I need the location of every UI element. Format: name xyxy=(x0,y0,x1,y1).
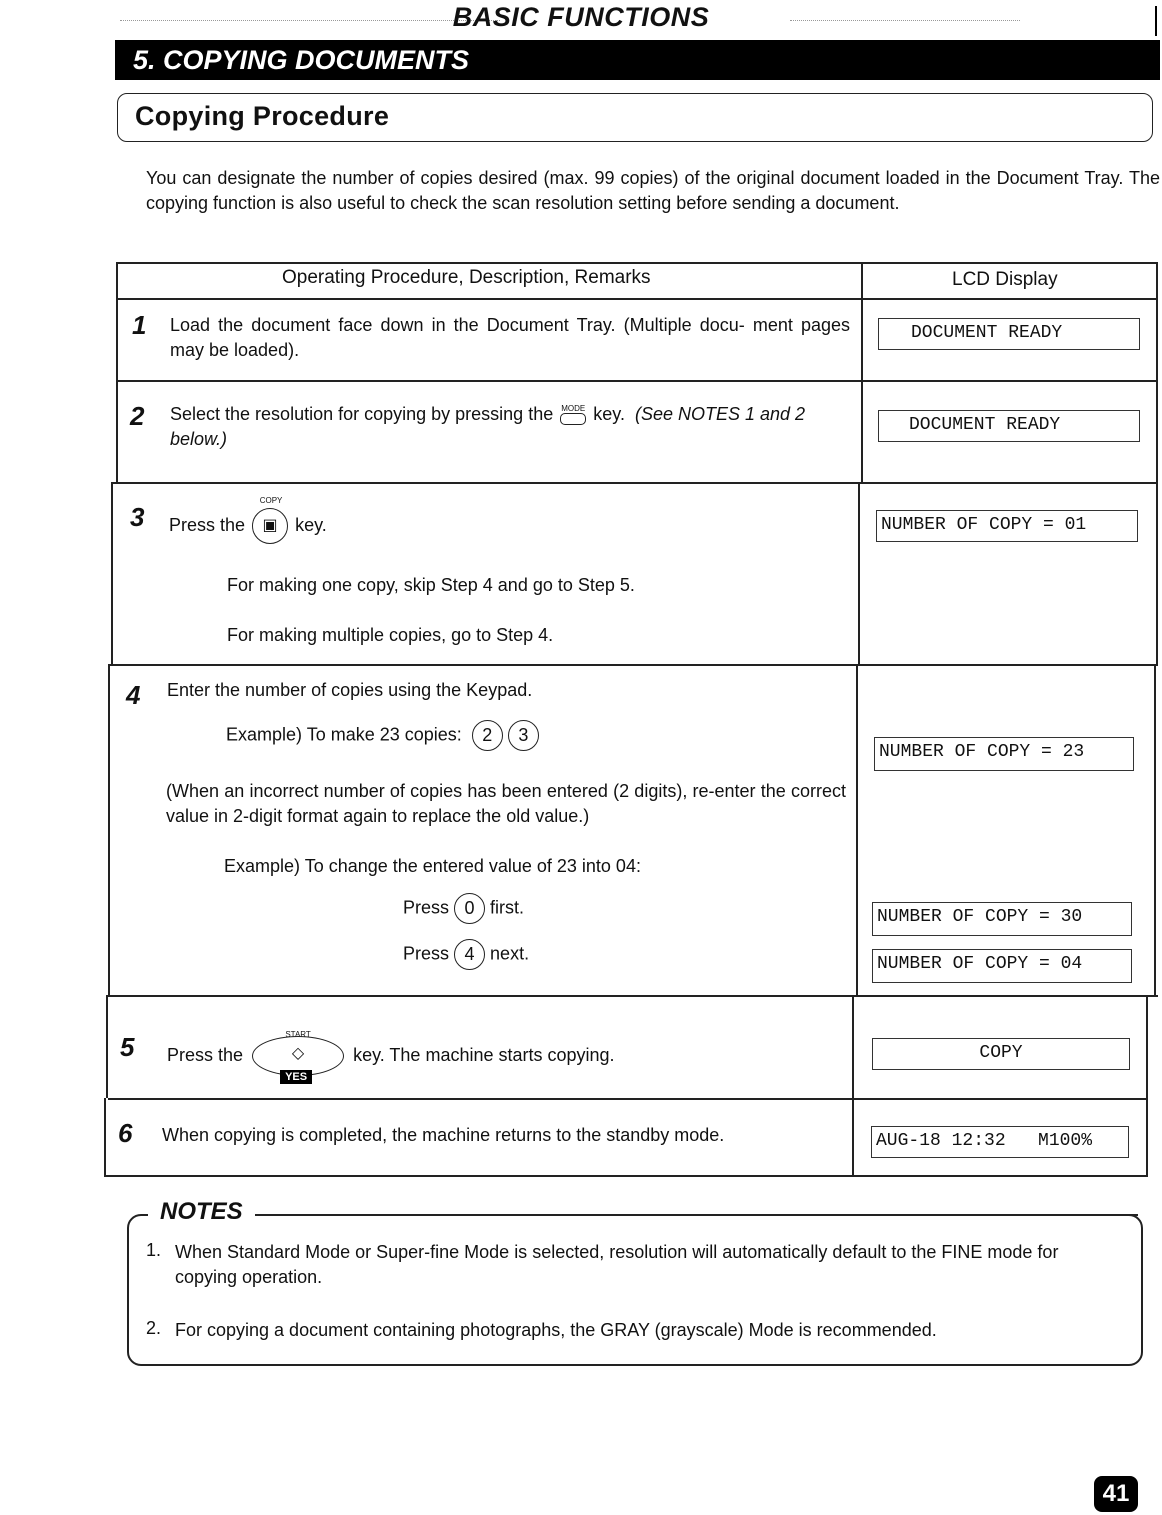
notes-rule xyxy=(288,1214,1138,1216)
step-4-example-1 xyxy=(226,720,539,751)
lcd-display: NUMBER OF COPY = 23 xyxy=(874,737,1134,771)
section-title: 5. COPYING DOCUMENTS xyxy=(115,40,1160,80)
step-number: 6 xyxy=(118,1118,133,1148)
lcd-display: DOCUMENT READY xyxy=(878,318,1140,350)
mode-key-icon xyxy=(560,405,586,425)
yes-key-label: YES xyxy=(280,1070,312,1084)
step-number: 2 xyxy=(130,401,145,431)
start-key-icon: START ◇ YES xyxy=(250,1036,346,1076)
note-number: 1. xyxy=(146,1240,162,1260)
step-5-text-b: key. The machine starts copying. xyxy=(353,1044,615,1065)
lcd-display: NUMBER OF COPY = 30 xyxy=(872,902,1132,936)
key-2-icon: 2 xyxy=(472,720,503,751)
margin-mark xyxy=(1155,6,1157,36)
key-3-icon: 3 xyxy=(508,720,539,751)
step-5-text xyxy=(167,1030,787,1083)
procedure-table xyxy=(108,262,1158,1176)
column-header-lcd: LCD Display xyxy=(952,269,1058,290)
step-2-text-a: Select the resolution for copying by pressing the xyxy=(170,404,554,424)
step-3-line-1: For making one copy, skip Step 4 and go to Step 5. xyxy=(227,575,635,595)
note-item: For copying a document containing photographs, the GRAY (grayscale) Mode is recommended. xyxy=(175,1320,937,1340)
lcd-display: AUG-18 12:32 M100% xyxy=(871,1126,1129,1158)
step-5-text-a: Press the xyxy=(167,1044,244,1065)
subsection-title: Copying Procedure xyxy=(135,101,390,131)
lcd-display: NUMBER OF COPY = 01 xyxy=(876,510,1138,542)
intro-paragraph: You can designate the number of copies desired (max. 99 copies) of the original document loaded in the Document Tray. The copying function is also useful to check the scan resolution setting before sending a document. xyxy=(146,168,1160,213)
press-word: Press xyxy=(403,897,450,918)
step-number: 4 xyxy=(126,680,141,710)
step-2-text-b: key. xyxy=(593,404,625,424)
copy-key-icon: COPY ▣ xyxy=(252,508,288,544)
lcd-display: NUMBER OF COPY = 04 xyxy=(872,949,1132,983)
step-1-text: Load the document face down in the Document Tray. (Multiple docu- ment pages may be loaded). xyxy=(170,315,850,360)
lcd-display: COPY xyxy=(872,1038,1130,1070)
notes-title: NOTES xyxy=(148,1198,255,1226)
step-number: 5 xyxy=(120,1032,135,1062)
running-title: BASIC FUNCTIONS xyxy=(452,2,710,32)
column-header-procedure: Operating Procedure, Description, Remarks xyxy=(282,267,651,288)
key-0-icon: 0 xyxy=(454,893,485,924)
note-number: 2. xyxy=(146,1318,162,1338)
step-2-text xyxy=(170,402,850,452)
step-number: 3 xyxy=(130,502,145,532)
next-word: next. xyxy=(490,943,530,964)
page-number: 41 xyxy=(1094,1476,1138,1512)
press-word: Press xyxy=(403,943,450,964)
mode-key-label: MODE xyxy=(561,404,586,414)
step-3-line-2: For making multiple copies, go to Step 4. xyxy=(227,625,554,645)
notes-box xyxy=(127,1214,1143,1366)
key-4-icon: 4 xyxy=(454,939,485,970)
step-4-text: Enter the number of copies using the Keypad. xyxy=(167,680,533,700)
step-4-example-1-text: Example) To make 23 copies: xyxy=(226,724,462,745)
lcd-display: DOCUMENT READY xyxy=(878,410,1140,442)
start-key-label: START xyxy=(285,1030,311,1039)
step-4-note: (When an incorrect number of copies has been entered (2 digits), re-enter the correct value in 2-digit format again to replace the old value.) xyxy=(166,781,846,826)
note-item: When Standard Mode or Super-fine Mode is selected, resolution will automatically default to the FINE mode for copying operation. xyxy=(175,1242,1059,1287)
step-3-text xyxy=(169,496,469,544)
step-3-text-a: Press the xyxy=(169,514,246,535)
step-4-press-0 xyxy=(403,893,524,924)
step-2-see-notes: (See NOTES 1 and 2 below.) xyxy=(170,404,806,449)
copy-key-label: COPY xyxy=(259,496,283,505)
step-4-example-2: Example) To change the entered value of 23 into 04: xyxy=(224,856,641,876)
first-word: first. xyxy=(490,897,525,918)
step-3-text-b: key. xyxy=(295,514,327,535)
step-6-text: When copying is completed, the machine returns to the standby mode. xyxy=(162,1125,725,1145)
step-4-press-4 xyxy=(403,939,529,970)
step-number: 1 xyxy=(132,310,147,340)
